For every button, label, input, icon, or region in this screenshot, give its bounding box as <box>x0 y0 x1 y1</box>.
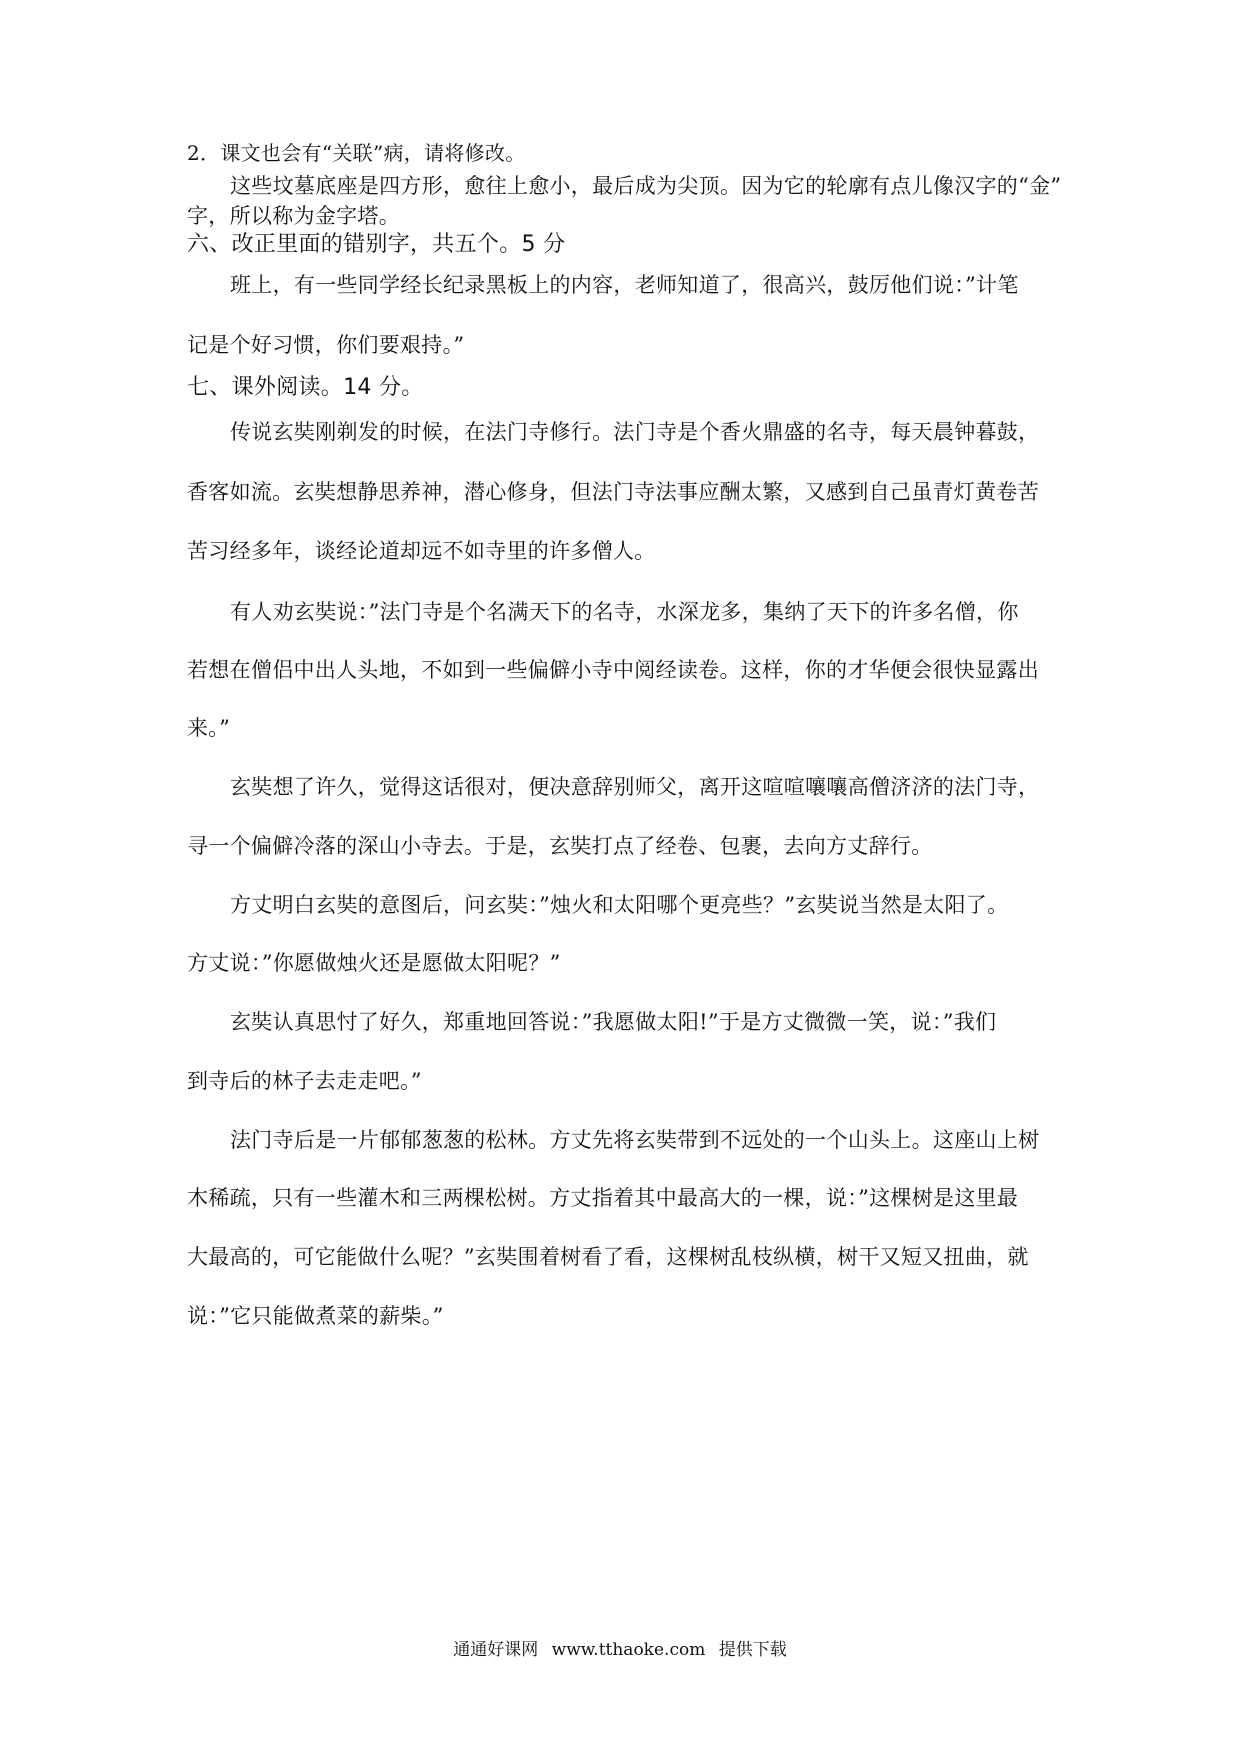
passage-line: 苦习经多年，谈经论道却远不如寺里的许多僧人。 <box>187 539 656 563</box>
passage-line: 香客如流。玄奘想静思养神，潜心修身，但法门寺法事应酬太繁，又感到自己虽青灯黄卷苦 <box>187 480 1039 504</box>
passage-line: 到寺后的林子去走走吧。” <box>187 1069 422 1093</box>
section-6-line-2: 记是个好习惯，你们要艰持。” <box>187 333 465 357</box>
question-2-label: 2．课文也会有“关联”病，请将修改。 <box>187 141 526 165</box>
passage-line: 木稀疏，只有一些灌木和三两棵松树。方丈指着其中最高大的一棵，说：”这棵树是这里最 <box>187 1186 1019 1210</box>
section-6-line-1: 班上，有一些同学经长纪录黑板上的内容，老师知道了，很高兴，鼓厉他们说：”计笔 <box>230 273 1019 297</box>
passage-line: 若想在僧侣中出人头地，不如到一些偏僻小寺中阅经读卷。这样，你的才华便会很快显露出 <box>187 658 1039 682</box>
footer-site-name: 通通好课网 <box>453 1640 539 1660</box>
passage-line: 说：”它只能做煮菜的薪柴。” <box>187 1304 444 1328</box>
passage-line: 法门寺后是一片郁郁葱葱的松林。方丈先将玄奘带到不远处的一个山头上。这座山上树 <box>230 1128 1040 1152</box>
section-7-heading: 七、课外阅读。14 分。 <box>187 375 424 400</box>
footer-url[interactable]: www.tthaoke.com <box>551 1640 706 1660</box>
question-2-text-line-2: 字，所以称为金字塔。 <box>187 204 400 228</box>
passage-line: 玄奘想了许久，觉得这话很对，便决意辞别师父，离开这喧喧嚷嚷高僧济济的法门寺， <box>230 775 1040 799</box>
passage-line: 玄奘认真思忖了好久，郑重地回答说：”我愿做太阳!”于是方丈微微一笑，说：”我们 <box>230 1010 997 1034</box>
page-footer <box>0 1638 1240 1662</box>
passage-line: 方丈明白玄奘的意图后，问玄奘：”烛火和太阳哪个更亮些？”玄奘说当然是太阳了。 <box>230 893 1009 917</box>
passage-line: 大最高的，可它能做什么呢？”玄奘围着树看了看，这棵树乱枝纵横，树干又短又扭曲，就 <box>187 1245 1029 1269</box>
section-6-heading: 六、改正里面的错别字，共五个。5 分 <box>187 232 566 257</box>
footer-suffix: 提供下载 <box>718 1640 787 1660</box>
passage-line: 有人劝玄奘说：”法门寺是个名满天下的名寺，水深龙多，集纳了天下的许多名僧，你 <box>230 600 1019 624</box>
passage-line: 来。” <box>187 716 231 740</box>
passage-line: 寻一个偏僻冷落的深山小寺去。于是，玄奘打点了经卷、包裹，去向方丈辞行。 <box>187 834 933 858</box>
question-2-text-line-1: 这些坟墓底座是四方形，愈往上愈小，最后成为尖顶。因为它的轮廓有点儿像汉字的“金” <box>230 174 1062 198</box>
passage-line: 传说玄奘刚剃发的时候，在法门寺修行。法门寺是个香火鼎盛的名寺，每天晨钟暮鼓， <box>230 420 1040 444</box>
passage-line: 方丈说：”你愿做烛火还是愿做太阳呢？” <box>187 951 561 975</box>
